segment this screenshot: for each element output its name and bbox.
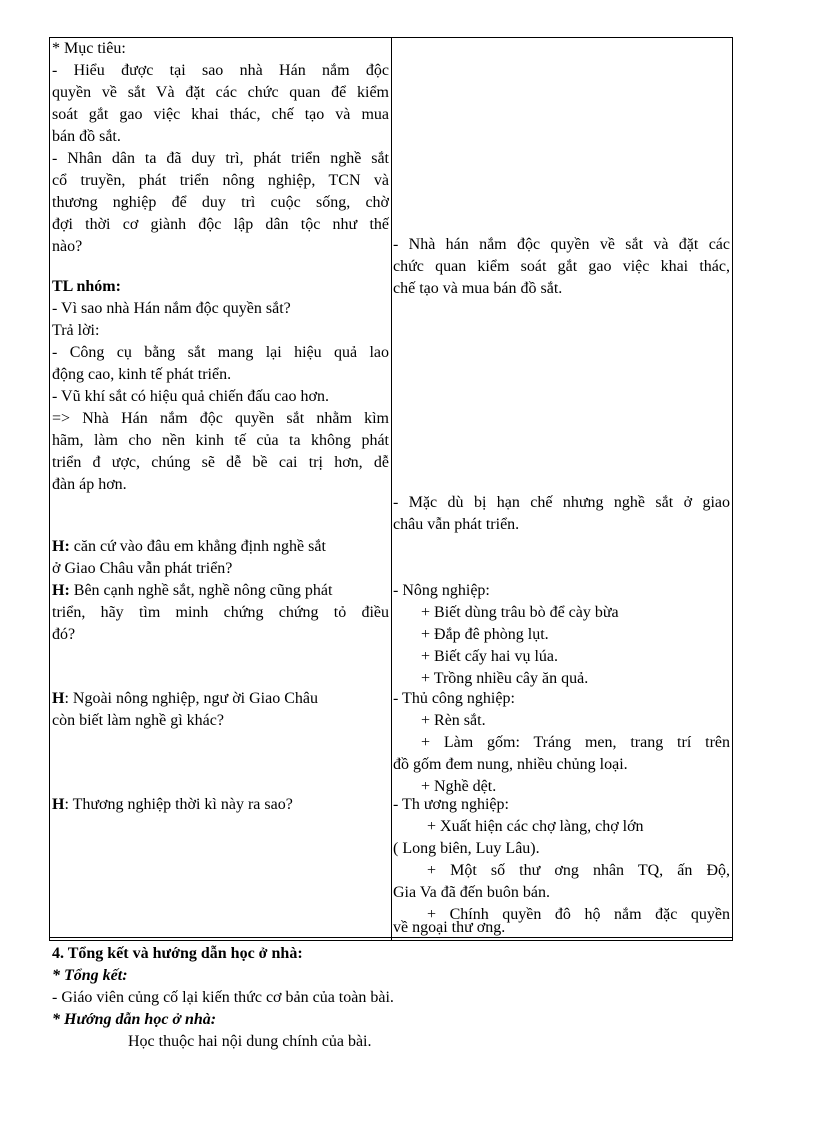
homework-label: * Hướng dẫn học ở nhà: [52,1011,217,1028]
right-line: + Rèn sắt. [421,712,486,729]
right-line: + Trồng nhiều cây ăn quả. [421,670,589,687]
right-line: + Nghề dệt. [421,778,497,795]
question-iron [52,536,389,558]
objective-label: * Mục tiêu: [52,40,126,57]
right-line: + Biết dùng trâu bò để cày bừa [421,604,619,621]
left-line: quyền về sắt Và đặt các chức quan để kiểm [52,84,389,101]
lesson-table [49,37,733,941]
left-line: triển đ ược, chúng sẽ dễ bề cai trị hơn, dễ [52,454,389,471]
left-line: nào? [52,238,83,255]
right-line: châu vẫn phát triển. [393,516,520,533]
left-line: - Nhân dân ta đã duy trì, phát triển nghề sắt [52,150,389,167]
question-marker: H [52,690,65,707]
question-marker: H [52,796,65,813]
left-line: còn biết làm nghề gì khác? [52,712,224,729]
answer-label: Trả lời: [52,322,100,339]
right-line: chức quan kiểm soát gắt gao việc khai thác, [393,258,730,275]
left-line: thương nghiệp để duy trì cuộc sống, chờ [52,194,389,211]
left-line: hãm, làm cho nền kinh tế của ta không phát [52,432,389,449]
agriculture-heading: - Nông nghiệp: [393,582,490,599]
summary-text: - Giáo viên củng cố lại kiến thức cơ bản của toàn bài. [52,989,394,1006]
left-line: - Công cụ bằng sắt mang lại hiệu quả lao [52,344,389,361]
right-line: - Nhà hán nắm độc quyền về sắt và đặt các [393,236,730,253]
left-line: - Vũ khí sắt có hiệu quả chiến đấu cao hơn. [52,388,329,405]
summary-label: * Tổng kết: [52,967,128,984]
question-text: : Ngoài nông nghiệp, ngư ời Giao Châu [64,690,318,707]
question-marker: H: [52,538,70,555]
left-line: triển, hãy tìm minh chứng chứng tỏ điều [52,604,389,621]
left-line: soát gắt gao việc khai thác, chế tạo và mua [52,106,389,123]
column-divider [391,38,392,940]
right-line: + Làm gốm: Tráng men, trang trí trên [421,734,730,751]
group-discussion-label: TL nhóm: [52,278,121,295]
right-line: + Biết cấy hai vụ lúa. [421,648,558,665]
right-line: đồ gốm đem nung, nhiều chủng loại. [393,756,628,773]
question-text: : Thương nghiệp thời kì này ra sao? [64,796,293,813]
left-line: - Vì sao nhà Hán nắm độc quyền sắt? [52,300,291,317]
left-line: đó? [52,626,76,643]
right-line: Gia Va đã đến buôn bán. [393,884,550,901]
right-line: về ngoại thư ơng. [393,919,506,936]
left-line: động cao, kinh tế phát triển. [52,366,232,383]
right-line: + Một số thư ơng nhân TQ, ấn Độ, [427,862,730,879]
right-line: - Mặc dù bị hạn chế nhưng nghề sắt ở giao [393,494,730,511]
left-line: đàn áp hơn. [52,476,127,493]
right-line: ( Long biên, Luy Lâu). [393,840,540,857]
right-line: + Đắp đê phòng lụt. [421,626,549,643]
question-trade [52,794,293,816]
right-line: chế tạo và mua bán đồ sắt. [393,280,563,297]
right-line: + Chính quyền đô hộ nắm đặc quyền [427,906,730,923]
left-line: => Nhà Hán nắm độc quyền sắt nhằm kìm [52,410,389,427]
left-line: cổ truyền, phát triển nông nghiệp, TCN và [52,172,389,189]
homework-text: Học thuộc hai nội dung chính của bài. [128,1033,372,1050]
left-line: bán đồ sắt. [52,128,121,145]
section-heading: 4. Tổng kết và hướng dẫn học ở nhà: [52,945,303,962]
question-crafts [52,688,318,710]
question-text: căn cứ vào đâu em khẳng định nghề sắt [69,538,326,555]
left-line: đợi thời cơ giành độc lập dân tộc như thế [52,216,389,233]
right-line: + Xuất hiện các chợ làng, chợ lớn [427,818,644,835]
question-text: Bên cạnh nghề sắt, nghề nông cũng phát [69,582,333,599]
left-line: ở Giao Châu vẫn phát triển? [52,560,233,577]
question-agriculture [52,580,332,602]
crafts-heading: - Thủ công nghiệp: [393,690,515,707]
question-marker: H: [52,582,70,599]
left-line: - Hiểu được tại sao nhà Hán nắm độc [52,62,389,79]
trade-heading: - Th ương nghiệp: [393,796,509,813]
